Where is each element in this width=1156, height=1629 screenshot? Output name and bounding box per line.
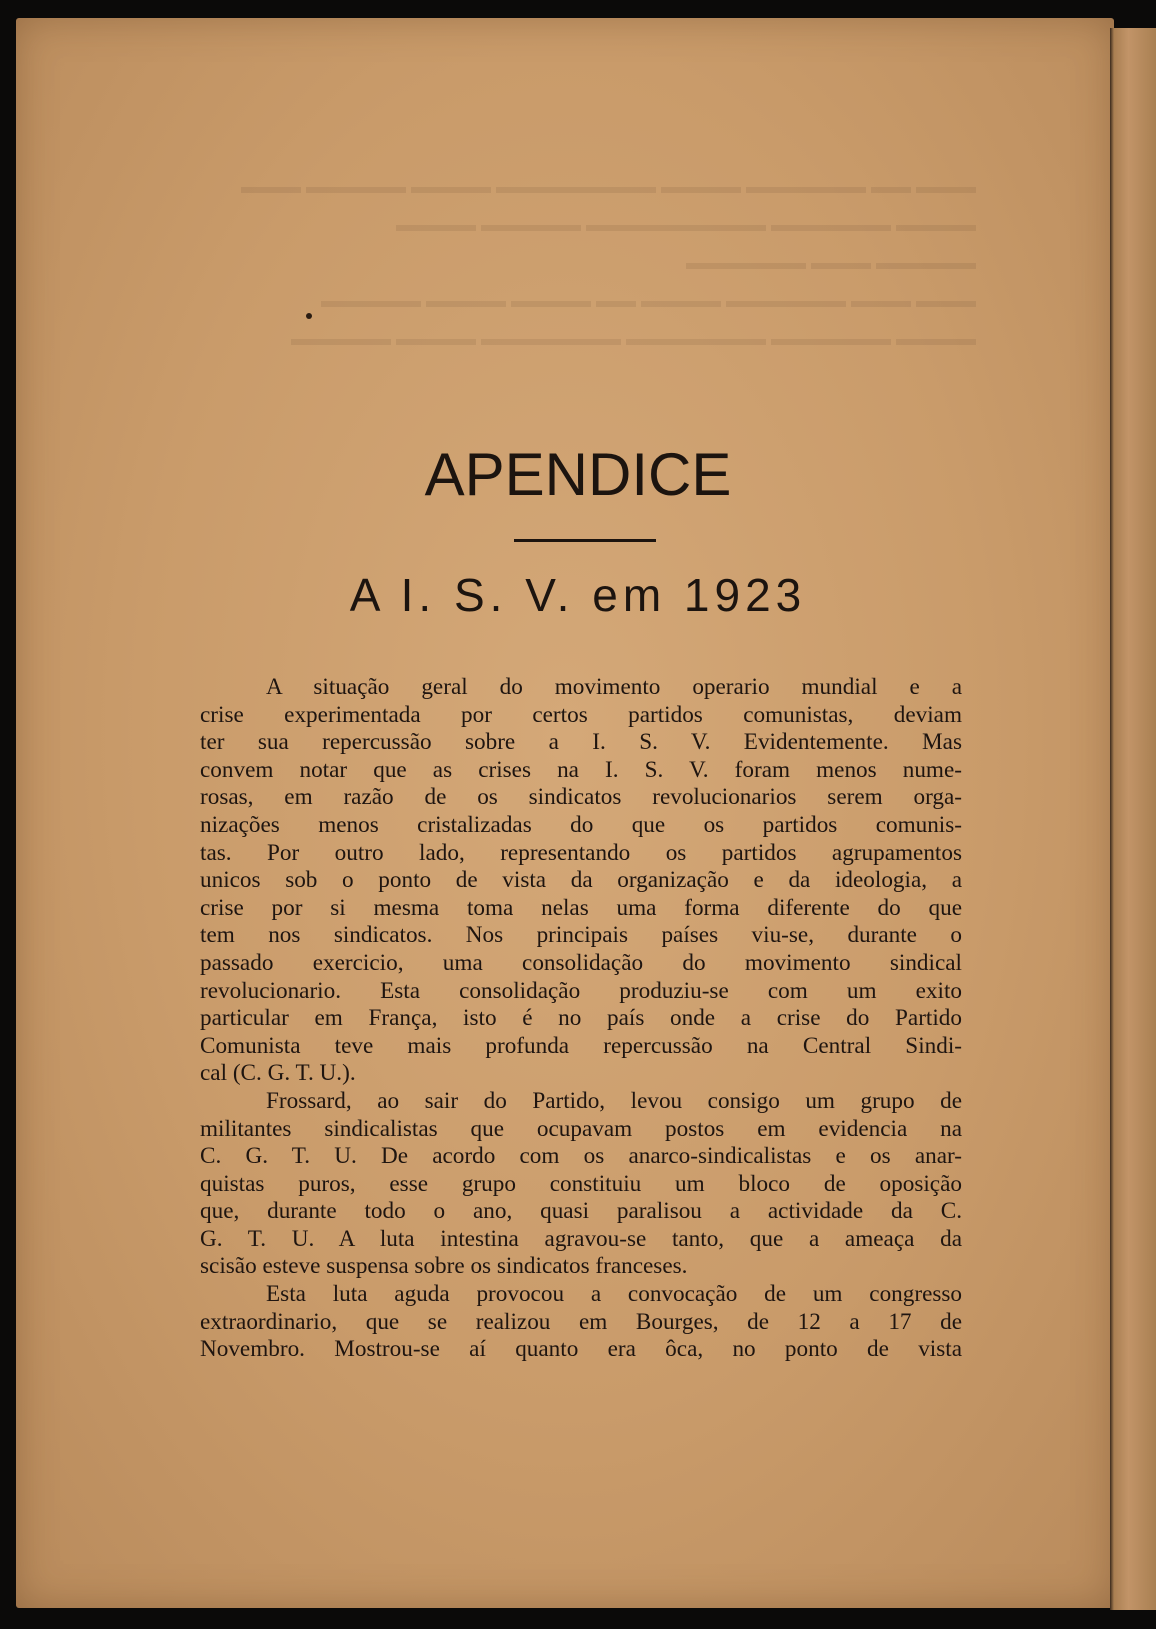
text-line: particular em França, isto é no país onde a crise do Partido (200, 1005, 962, 1032)
text-line: scisão esteve suspensa sobre os sindicatos franceses. (200, 1253, 688, 1280)
text-line: que, durante todo o ano, quasi paralisou a actividade da C. (200, 1198, 962, 1225)
text-line: tas. Por outro lado, representando os partidos agrupamentos (200, 839, 962, 866)
bleed-through-text: ▬▬▬ ▬▬ ▬▬▬▬▬▬ ▬▬▬▬ ▬▬▬▬▬▬▬▬ ▬▬▬▬ ▬▬▬▬▬ ▬▬▬ ▬▬▬▬ ▬▬▬▬▬▬ ▬▬▬▬▬▬▬▬▬ ▬▬▬▬▬ ▬▬▬▬ ▬▬▬▬▬ ▬▬▬ ▬▬▬▬▬▬ ▬▬▬ ▬▬▬ ▬▬▬▬▬▬ ▬▬▬▬ ▬▬ ▬▬▬▬ ▬▬▬▬ ▬▬▬▬▬ ▬▬▬▬ ▬▬▬▬▬▬ ▬▬▬▬▬▬▬ ▬▬▬▬▬▬▬ ▬▬▬▬ ▬▬▬▬▬ (241, 176, 976, 350)
text-line: nizações menos cristalizadas do que os partidos comunis- (200, 811, 962, 838)
text-line: Comunista teve mais profunda repercussão na Central Sindi- (200, 1032, 962, 1059)
text-line: Frossard, ao sair do Partido, levou consigo um grupo de (266, 1087, 962, 1114)
text-line: rosas, em razão de os sindicatos revolucionarios serem orga- (200, 784, 962, 811)
paragraph-2 (200, 1088, 962, 1281)
text-line: militantes sindicalistas que ocupavam postos em evidencia na (200, 1115, 962, 1142)
body-text (200, 674, 962, 1364)
paragraph-3 (200, 1281, 962, 1364)
ink-spot (306, 313, 312, 319)
next-page-edge (1110, 28, 1156, 1610)
paragraph-1 (200, 674, 962, 1088)
text-line: crise por si mesma toma nelas uma forma diferente do que (200, 894, 962, 921)
appendix-heading: APENDICE (424, 441, 732, 508)
text-line: unicos sob o ponto de vista da organização e da ideologia, a (200, 867, 962, 894)
heading-divider (514, 539, 656, 542)
text-line: convem notar que as crises na I. S. V. foram menos nume- (200, 756, 962, 783)
text-line: extraordinario, que se realizou em Bourges, de 12 a 17 de (200, 1308, 962, 1335)
text-line: ter sua repercussão sobre a I. S. V. Evidentemente. Mas (200, 729, 962, 756)
text-line: A situação geral do movimento operario mundial e a (266, 674, 962, 700)
text-line: cal (C. G. T. U.). (200, 1060, 356, 1087)
text-line: G. T. U. A luta intestina agravou-se tanto, que a ameaça da (200, 1225, 962, 1252)
section-subheading: A I. S. V. em 1923 (349, 569, 807, 621)
text-line: revolucionario. Esta consolidação produziu-se com um exito (200, 977, 962, 1004)
text-line: tem nos sindicatos. Nos principais países viu-se, durante o (200, 922, 962, 949)
text-line: C. G. T. U. De acordo com os anarco-sindicalistas e os anar- (200, 1143, 962, 1170)
text-line: crise experimentada por certos partidos comunistas, deviam (200, 701, 962, 728)
text-line: passado exercicio, uma consolidação do movimento sindical (200, 949, 962, 976)
text-line: Novembro. Mostrou-se aí quanto era ôca, no ponto de vista (200, 1336, 962, 1363)
text-line: quistas puros, esse grupo constituiu um bloco de oposição (200, 1170, 962, 1197)
text-line: Esta luta aguda provocou a convocação de um congresso (266, 1281, 962, 1308)
